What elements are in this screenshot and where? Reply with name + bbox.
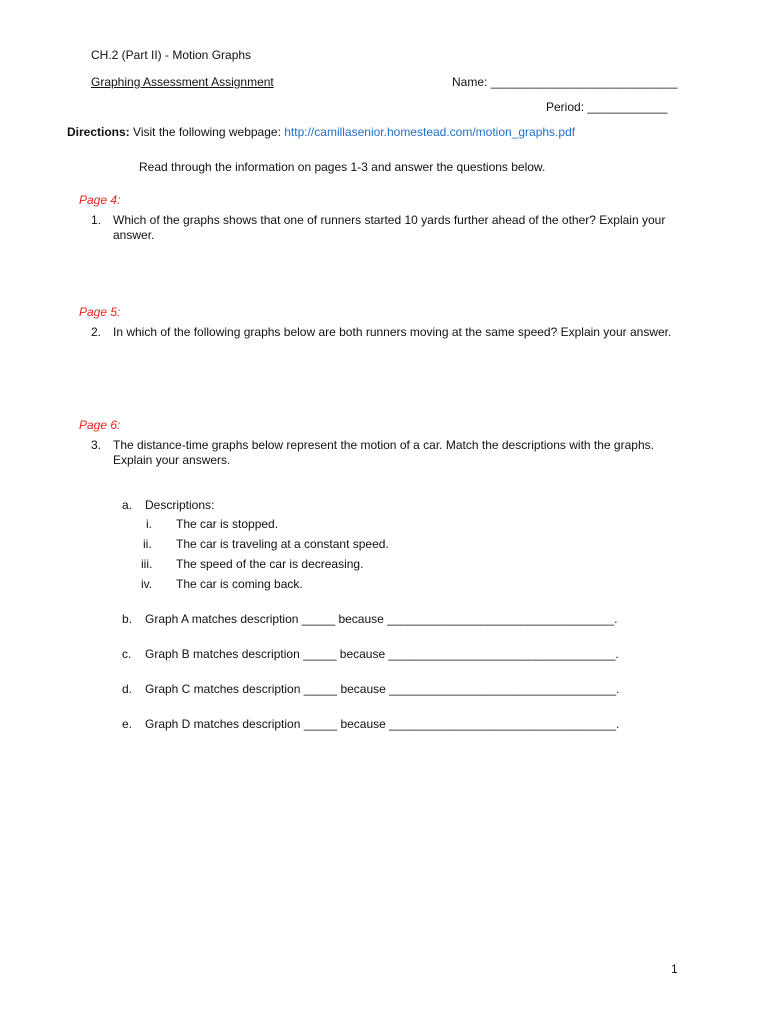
directions-line [67,125,575,140]
period-field [546,100,667,115]
match-line: Graph D matches description _____ because __________________________________. [145,717,620,731]
directions-link[interactable]: http://camillasenior.homestead.com/motion_graphs.pdf [284,125,576,139]
assignment-title: Graphing Assessment Assignment [91,75,274,89]
page-number: 1 [671,962,678,976]
section-label-page5: Page 5: [79,305,121,319]
description-text: The car is traveling at a constant speed. [176,537,389,551]
description-numeral: ii. [143,537,152,551]
match-marker: c. [122,647,132,661]
question-number: 3. [91,438,102,452]
instructions: Read through the information on pages 1-3 and answer the questions below. [139,160,546,174]
match-marker: b. [122,612,133,626]
section-label-page6: Page 6: [79,418,121,432]
description-text: The car is stopped. [176,517,279,531]
period-label: Period: [546,100,585,114]
period-blank: ____________ [587,100,668,114]
name-field [452,75,678,90]
description-text: The car is coming back. [176,577,303,591]
question-text: The distance-time graphs below represent the motion of a car. Match the descriptions with the graphs. Explain your answers. [113,438,654,467]
question-number: 1. [91,213,102,227]
match-line: Graph C matches description _____ because __________________________________. [145,682,620,696]
description-numeral: iii. [141,557,153,571]
document-title: CH.2 (Part II) - Motion Graphs [91,48,252,62]
match-marker: d. [122,682,133,696]
descriptions-heading: Descriptions: [145,498,215,512]
match-line: Graph B matches description _____ because __________________________________. [145,647,619,661]
directions-text: Visit the following webpage: [133,125,281,139]
description-numeral: iv. [141,577,153,591]
name-label: Name: [452,75,488,89]
match-line: Graph A matches description _____ because __________________________________. [145,612,618,626]
directions-label: Directions: [67,125,130,139]
question-number: 2. [91,325,102,339]
name-blank: ____________________________ [490,75,678,89]
question-text: Which of the graphs shows that one of runners started 10 yards further ahead of the other? Explain your answer. [113,213,666,242]
description-text: The speed of the car is decreasing. [176,557,364,571]
description-numeral: i. [146,517,152,531]
question-text: In which of the following graphs below are both runners moving at the same speed? Explain your answer. [113,325,672,339]
match-marker: e. [122,717,133,731]
section-label-page4: Page 4: [79,193,121,207]
subitem-marker: a. [122,498,133,512]
